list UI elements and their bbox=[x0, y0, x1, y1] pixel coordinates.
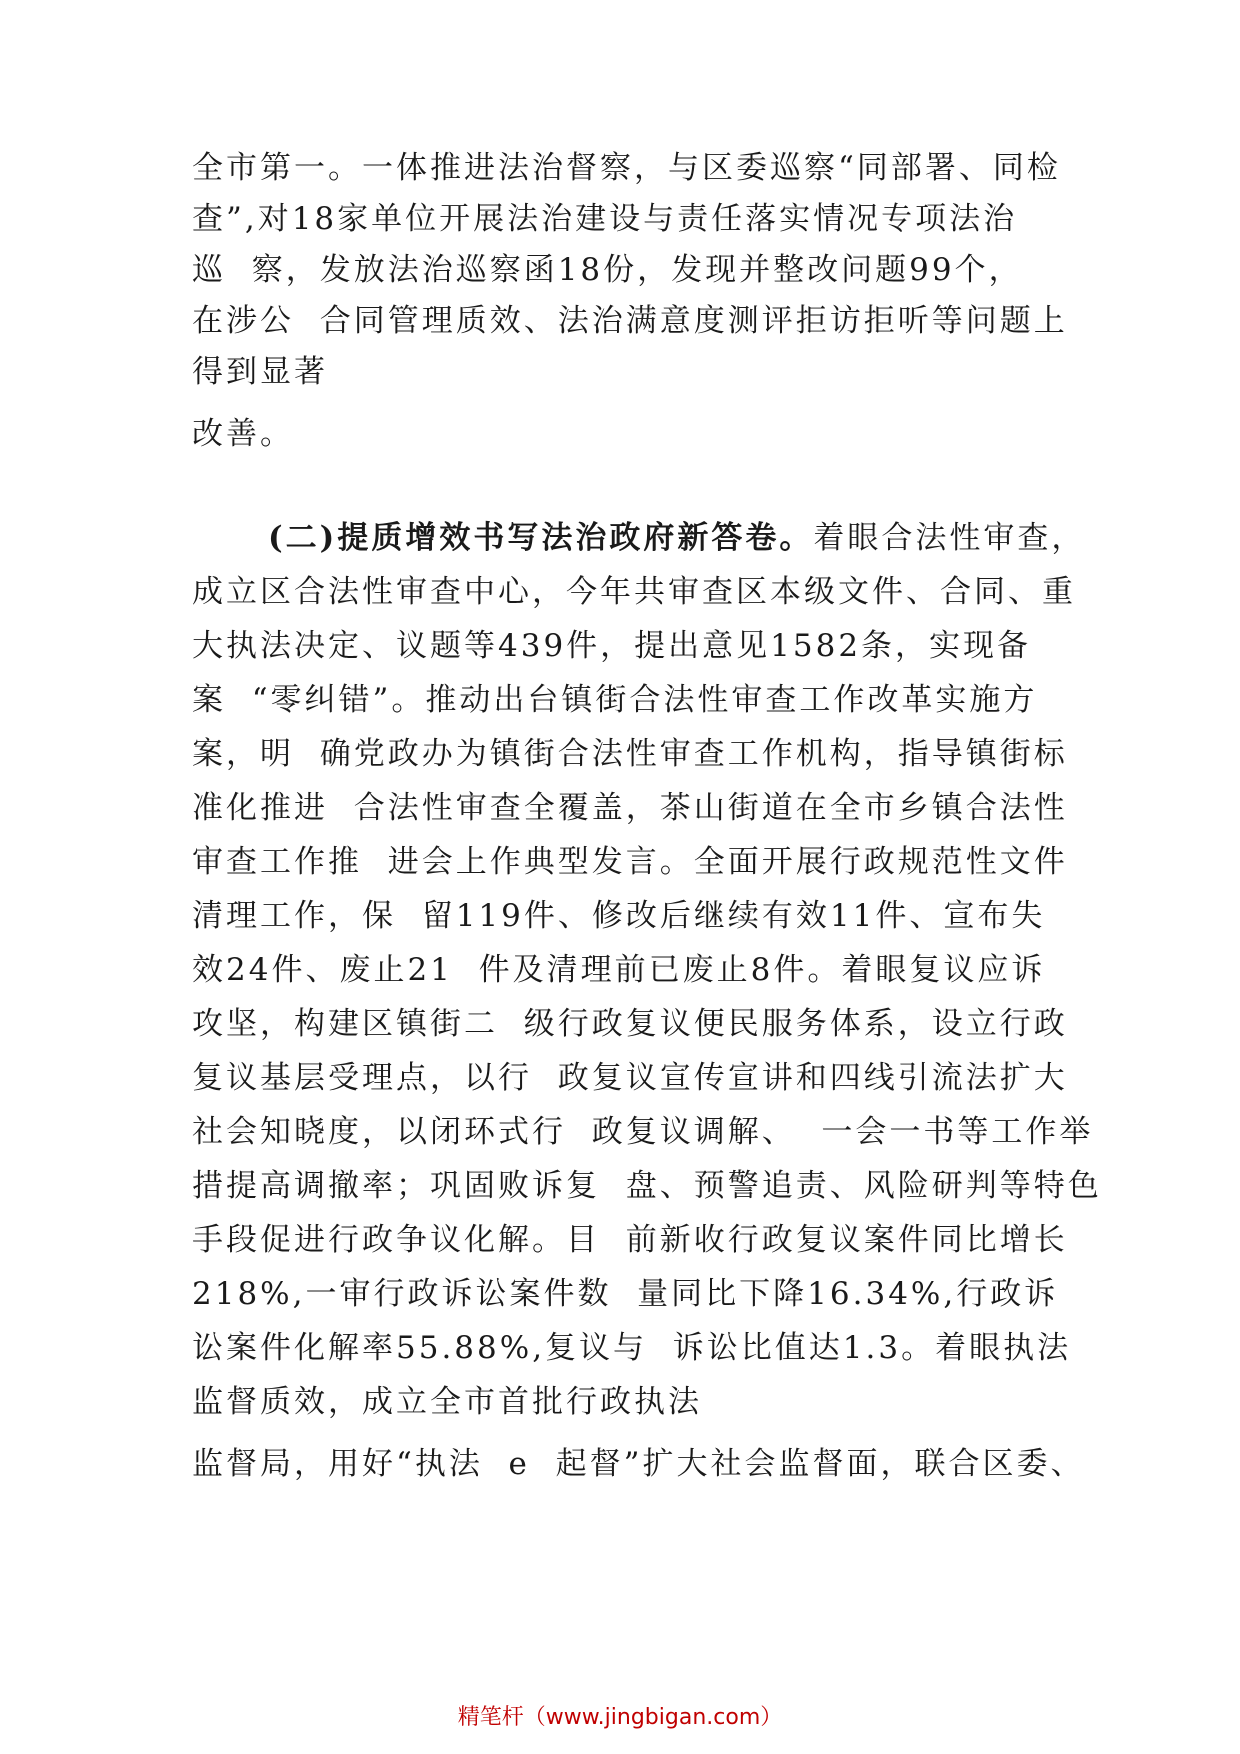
text-line: 监督质效，成立全市首批行政执法 bbox=[192, 1384, 702, 1420]
text-line: 清理工作，保 留119件、修改后继续有效11件、宣布失 bbox=[192, 898, 1046, 934]
text-line: 攻坚，构建区镇街二 级行政复议便民服务体系，设立行政 bbox=[192, 1006, 1068, 1042]
text-line: 全市第一。一体推进法治督察，与区委巡察“同部署、同检 bbox=[192, 150, 1061, 186]
section-heading-line bbox=[268, 518, 1085, 558]
text-line: 得到显著 bbox=[192, 354, 328, 390]
text-line: 成立区合法性审查中心，今年共审查区本级文件、合同、重 bbox=[192, 574, 1076, 610]
text-line: 社会知晓度，以闭环式行 政复议调解、 一会一书等工作举 bbox=[192, 1114, 1094, 1150]
text-line: 218%,一审行政诉讼案件数 量同比下降16.34%,行政诉 bbox=[192, 1276, 1059, 1312]
text-line: 案，明 确党政办为镇街合法性审查工作机构，指导镇街标 bbox=[192, 736, 1068, 772]
text-line: 审查工作推 进会上作典型发言。全面开展行政规范性文件 bbox=[192, 844, 1068, 880]
text-line: 复议基层受理点，以行 政复议宣传宣讲和四线引流法扩大 bbox=[192, 1060, 1068, 1096]
text-line: 巡 察，发放法治巡察函18份，发现并整改问题99个， bbox=[192, 252, 1023, 288]
text-line: 措提高调撤率；巩固败诉复 盘、预警追责、风险研判等特色 bbox=[192, 1168, 1102, 1204]
section-heading: (二)提质增效书写法治政府新答卷。 bbox=[268, 520, 814, 556]
text-line: 手段促进行政争议化解。目 前新收行政复议案件同比增长 bbox=[192, 1222, 1068, 1258]
text-line: 在涉公 合同管理质效、法治满意度测评拒访拒听等问题上 bbox=[192, 303, 1068, 339]
heading-line-rest: 着眼合法性审查， bbox=[813, 520, 1086, 556]
text-line: 大执法决定、议题等439件，提出意见1582条，实现备 bbox=[192, 628, 1032, 664]
text-line: 效24件、废止21 件及清理前已废止8件。着眼复议应诉 bbox=[192, 952, 1046, 988]
text-line: 讼案件化解率55.88%,复议与 诉讼比值达1.3。着眼执法 bbox=[192, 1330, 1072, 1366]
text-line: 监督局，用好“执法 e 起督”扩大社会监督面，联合区委、 bbox=[192, 1446, 1085, 1482]
text-line: 案 “零纠错”。推动出台镇街合法性审查工作改革实施方 bbox=[192, 682, 1038, 718]
footer-source: 精笔杆（www.jingbigan.com） bbox=[457, 1705, 783, 1730]
text-line: 查”,对18家单位开展法治建设与责任落实情况专项法治 bbox=[192, 201, 1018, 237]
text-line: 准化推进 合法性审查全覆盖，茶山街道在全市乡镇合法性 bbox=[192, 790, 1068, 826]
text-line: 改善。 bbox=[192, 416, 294, 452]
